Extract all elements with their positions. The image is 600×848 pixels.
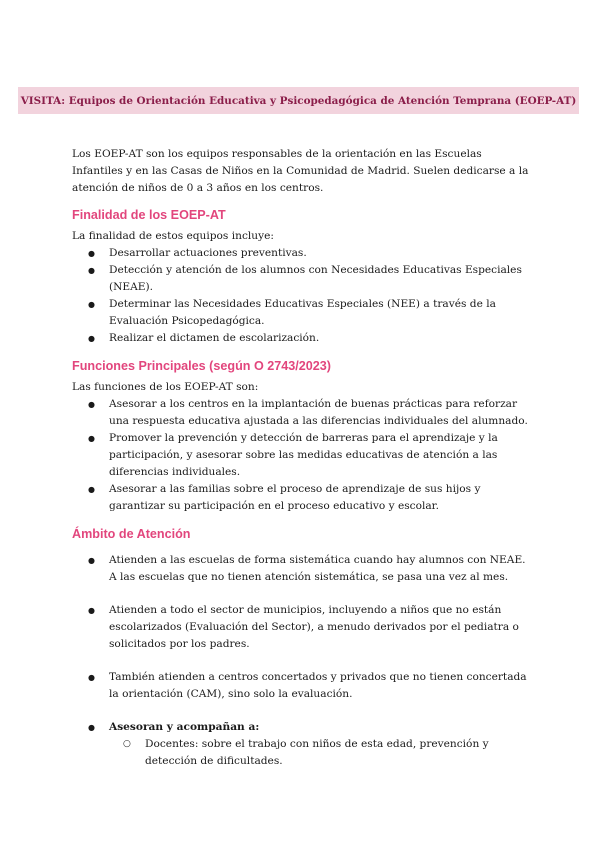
asesoran-label: Asesoran y acompañan a: bbox=[109, 721, 260, 733]
ambito-list bbox=[72, 552, 534, 770]
asesoran-sublist bbox=[109, 736, 534, 770]
finalidad-heading: Finalidad de los EOEP-AT bbox=[72, 208, 226, 222]
title-banner bbox=[18, 87, 579, 114]
finalidad-list bbox=[72, 245, 534, 347]
section-funciones bbox=[72, 356, 534, 515]
list-item: ● También atienden a centros concertados y privados que no tienen concertada la orientación (CAM), sino solo la evaluación. bbox=[109, 669, 534, 703]
list-item: ● Promover la prevención y detección de barreras para el aprendizaje y la participación, y asesorar sobre las medidas educativas de atención a las diferencias individuales. bbox=[109, 430, 534, 481]
intro-paragraph: Los EOEP-AT son los equipos responsables de la orientación en las Escuelas Infantiles y en las Casas de Niños en la Comunidad de Madrid. Suelen dedicarse a la atención de niños de 0 a 3 años en los centros. bbox=[72, 148, 529, 194]
list-item: ● Asesorar a los centros en la implantación de buenas prácticas para reforzar una respuesta educativa ajustada a las diferencias individuales del alumnado. bbox=[109, 396, 534, 430]
section-finalidad bbox=[72, 205, 534, 347]
list-item: ● Asesorar a las familias sobre el proceso de aprendizaje de sus hijos y garantizar su participación en el proceso educativo y escolar. bbox=[109, 481, 534, 515]
page-title: VISITA: Equipos de Orientación Educativa y Psicopedagógica de Atención Temprana (EOEP-AT) bbox=[20, 94, 577, 107]
ambito-heading: Ámbito de Atención bbox=[72, 527, 191, 541]
sub-list-item: ○ Docentes: sobre el trabajo con niños de esta edad, prevención y detección de dificultades. bbox=[145, 736, 534, 770]
document-body bbox=[72, 146, 534, 779]
list-item-asesoran bbox=[109, 719, 534, 770]
list-item: ● Detección y atención de los alumnos con Necesidades Educativas Especiales (NEAE). bbox=[109, 262, 534, 296]
funciones-list bbox=[72, 396, 534, 515]
funciones-lead: Las funciones de los EOEP-AT son: bbox=[72, 381, 259, 393]
list-item: ● Desarrollar actuaciones preventivas. bbox=[109, 245, 534, 262]
list-item: ● Atienden a todo el sector de municipios, incluyendo a niños que no están escolarizados (Evaluación del Sector), a menudo derivados por el pediatra o solicitados por los padres. bbox=[109, 602, 534, 653]
section-ambito bbox=[72, 524, 534, 770]
list-item: ● Determinar las Necesidades Educativas Especiales (NEE) a través de la Evaluación Psicopedagógica. bbox=[109, 296, 534, 330]
list-item: ● Realizar el dictamen de escolarización. bbox=[109, 330, 534, 347]
list-item: ● Atienden a las escuelas de forma sistemática cuando hay alumnos con NEAE. A las escuelas que no tienen atención sistemática, se pasa una vez al mes. bbox=[109, 552, 534, 586]
finalidad-lead: La finalidad de estos equipos incluye: bbox=[72, 230, 274, 242]
funciones-heading: Funciones Principales (según O 2743/2023) bbox=[72, 359, 331, 373]
